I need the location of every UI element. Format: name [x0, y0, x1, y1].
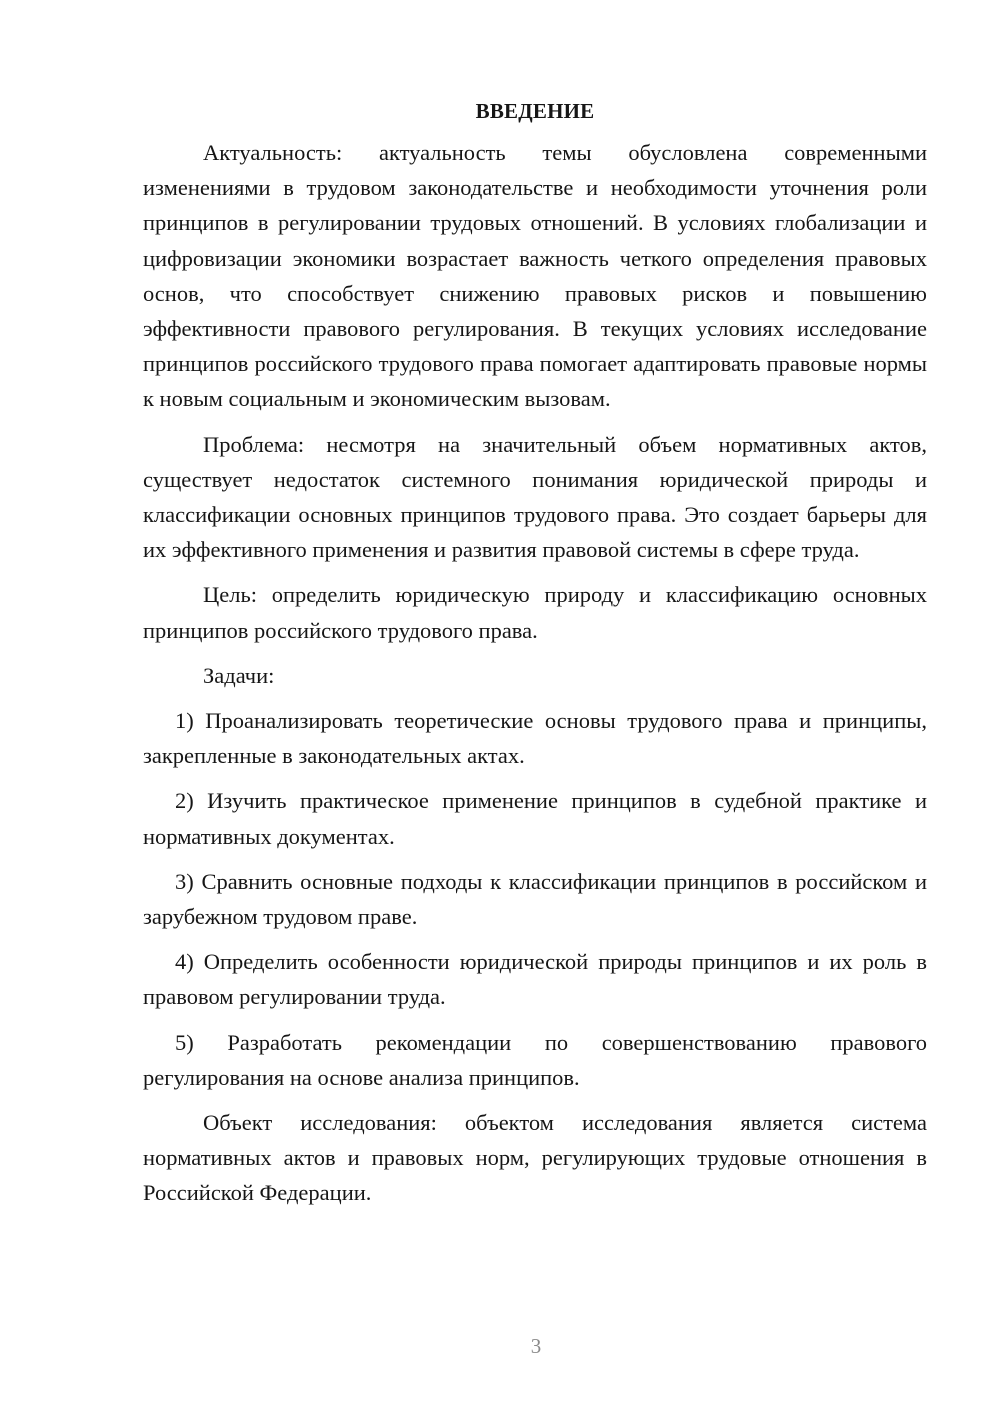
section-title: ВВЕДЕНИЕ [475, 99, 595, 123]
task-item-3: 3) Сравнить основные подходы к классификации принципов в российском и зарубежном трудовом праве. [143, 868, 927, 930]
task-item-5: 5) Разработать рекомендации по совершенствованию правового регулирования на основе анализа принципов. [143, 1029, 927, 1090]
page-number: 3 [530, 1334, 542, 1358]
paragraph-problem: Проблема: несмотря на значительный объем нормативных актов, существует недостаток системного понимания юридической природы и классификации основных принципов трудового права. Это создает барьеры для их эффективного применения и развития правовой системы в сфере труда. [143, 431, 927, 563]
task-item-1: 1) Проанализировать теоретические основы трудового права и принципы, закрепленные в законодательных актах. [143, 708, 927, 769]
paragraph-object: Объект исследования: объектом исследования является система нормативных актов и правовых норм, регулирующих трудовые отношения в Российской Федерации. [143, 1110, 927, 1206]
task-item-2: 2) Изучить практическое применение принципов в судебной практике и нормативных документах. [143, 788, 927, 849]
page-content [143, 95, 927, 1221]
task-item-4: 4) Определить особенности юридической природы принципов и их роль в правовом регулировании труда. [143, 949, 927, 1010]
paragraph-relevance: Актуальность: актуальность темы обусловлена современными изменениями в трудовом законодательстве и необходимости уточнения роли принципов в регулировании трудовых отношений. В условиях глобализации и цифровизации экономики возрастает важность четкого определения правовых основ, что способствует снижению правовых рисков и повышению эффективности правового регулирования. В текущих условиях исследование принципов российского трудового права помогает адаптировать правовые нормы к новым социальным и экономическим вызовам. [143, 140, 927, 412]
paragraph-goal: Цель: определить юридическую природу и классификацию основных принципов российского трудового права. [143, 582, 927, 643]
tasks-heading: Задачи: [203, 662, 275, 688]
